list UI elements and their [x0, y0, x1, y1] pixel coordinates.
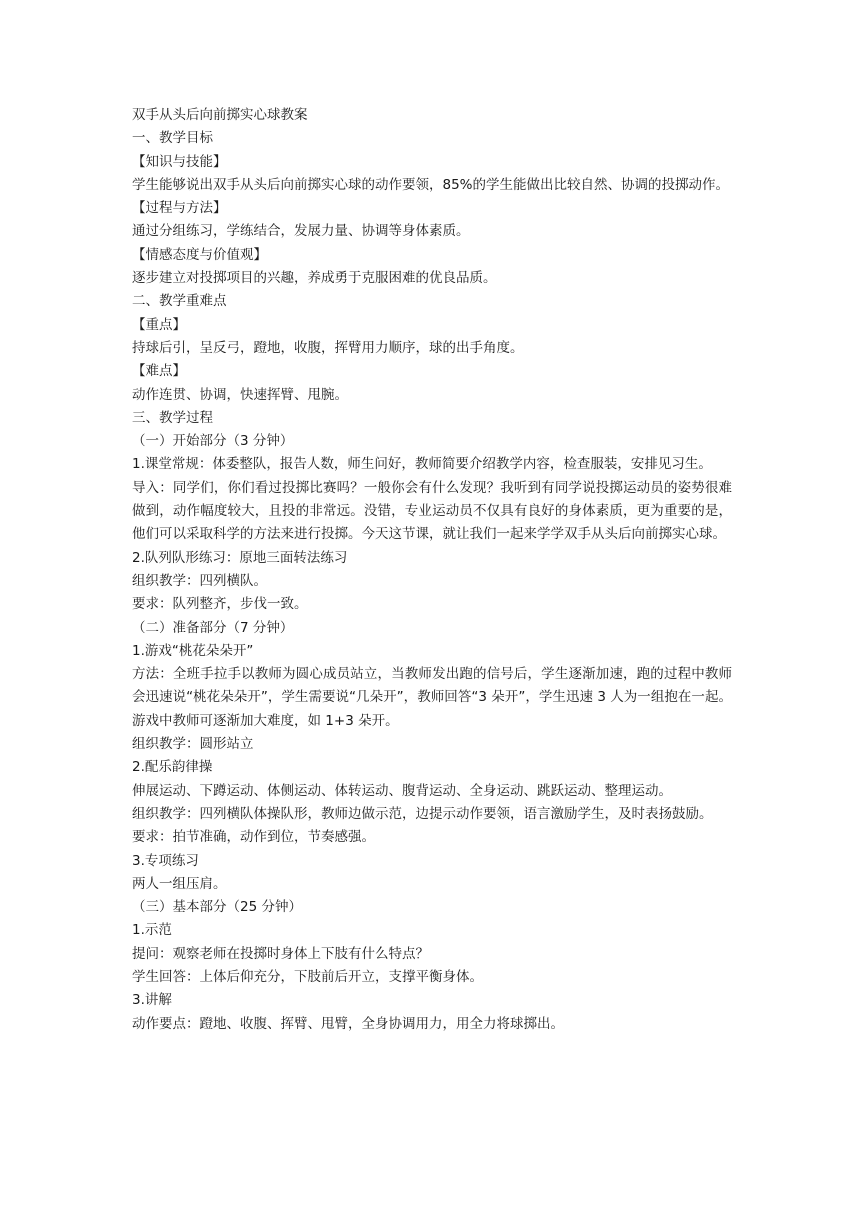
- paragraph: 2.队列队形练习：原地三面转法练习: [132, 549, 348, 566]
- paragraph: 方法：全班手拉手以教师为圆心成员站立，当教师发出跑的信号后，学生逐渐加速，跑的过程中教师会迅速说“桃花朵朵开”，学生需要说“几朵开”，教师回答“3 朵开”，学生迅速 3 人为一组抱在一起。游戏中教师可逐渐加大难度，如 1+3 朵开。: [132, 666, 732, 729]
- paragraph: 2.配乐韵律操: [132, 759, 213, 776]
- paragraph: 逐步建立对投掷项目的兴趣，养成勇于克服困难的优良品质。: [132, 270, 497, 287]
- part-heading: （三）基本部分（25 分钟）: [132, 899, 302, 916]
- paragraph: 导入：同学们，你们看过投掷比赛吗？一般你会有什么发现？我听到有同学说投掷运动员的姿势很难做到，动作幅度较大，且投的非常远。没错，专业运动员不仅具有良好的身体素质，更为重要的是，他们可以采取科学的方法来进行投掷。今天这节课，就让我们一起来学学双手从头后向前掷实心球。: [132, 479, 732, 543]
- subsection-heading: 【知识与技能】: [132, 153, 227, 170]
- subsection-heading: 【难点】: [132, 363, 186, 380]
- paragraph: 伸展运动、下蹲运动、体侧运动、体转运动、腹背运动、全身运动、跳跃运动、整理运动。: [132, 782, 672, 799]
- paragraph: 通过分组练习，学练结合，发展力量、协调等身体素质。: [132, 223, 470, 240]
- paragraph: 3.讲解: [132, 992, 172, 1009]
- paragraph: 要求：拍节准确，动作到位，节奏感强。: [132, 829, 375, 846]
- paragraph: 组织教学：四列横队。: [132, 572, 267, 589]
- section-heading: 二、教学重难点: [132, 293, 227, 310]
- paragraph: 1.游戏“桃花朵朵开”: [132, 642, 254, 659]
- paragraph: 组织教学：四列横队体操队形，教师边做示范，边提示动作要领，语言激励学生，及时表扬鼓励。: [132, 805, 713, 822]
- subsection-heading: 【过程与方法】: [132, 200, 227, 217]
- section-heading: 一、教学目标: [132, 130, 213, 147]
- part-heading: （一）开始部分（3 分钟）: [132, 433, 294, 450]
- paragraph: 提问：观察老师在投掷时身体上下肢有什么特点？: [132, 945, 429, 962]
- paragraph: 要求：队列整齐，步伐一致。: [132, 596, 308, 613]
- paragraph: 1.示范: [132, 922, 172, 939]
- document-page: [132, 104, 732, 1036]
- document-title: 双手从头后向前掷实心球教案: [132, 107, 308, 123]
- paragraph: 组织教学：圆形站立: [132, 736, 254, 753]
- paragraph: 学生能够说出双手从头后向前掷实心球的动作要领，85%的学生能做出比较自然、协调的投掷动作。: [132, 176, 730, 193]
- paragraph: 动作连贯、协调，快速挥臂、甩腕。: [132, 386, 348, 403]
- paragraph: 3.专项练习: [132, 852, 199, 869]
- paragraph: 学生回答：上体后仰充分，下肢前后开立，支撑平衡身体。: [132, 968, 483, 985]
- paragraph: 两人一组压肩。: [132, 875, 227, 892]
- section-heading: 三、教学过程: [132, 409, 213, 426]
- part-heading: （二）准备部分（7 分钟）: [132, 619, 294, 636]
- paragraph: 1.课堂常规：体委整队，报告人数，师生问好，教师简要介绍教学内容，检查服装，安排见习生。: [132, 456, 712, 473]
- subsection-heading: 【情感态度与价值观】: [132, 246, 267, 263]
- subsection-heading: 【重点】: [132, 316, 186, 333]
- paragraph: 持球后引，呈反弓，蹬地，收腹，挥臂用力顺序，球的出手角度。: [132, 339, 524, 356]
- paragraph: 动作要点：蹬地、收腹、挥臂、甩臂，全身协调用力，用全力将球掷出。: [132, 1015, 564, 1032]
